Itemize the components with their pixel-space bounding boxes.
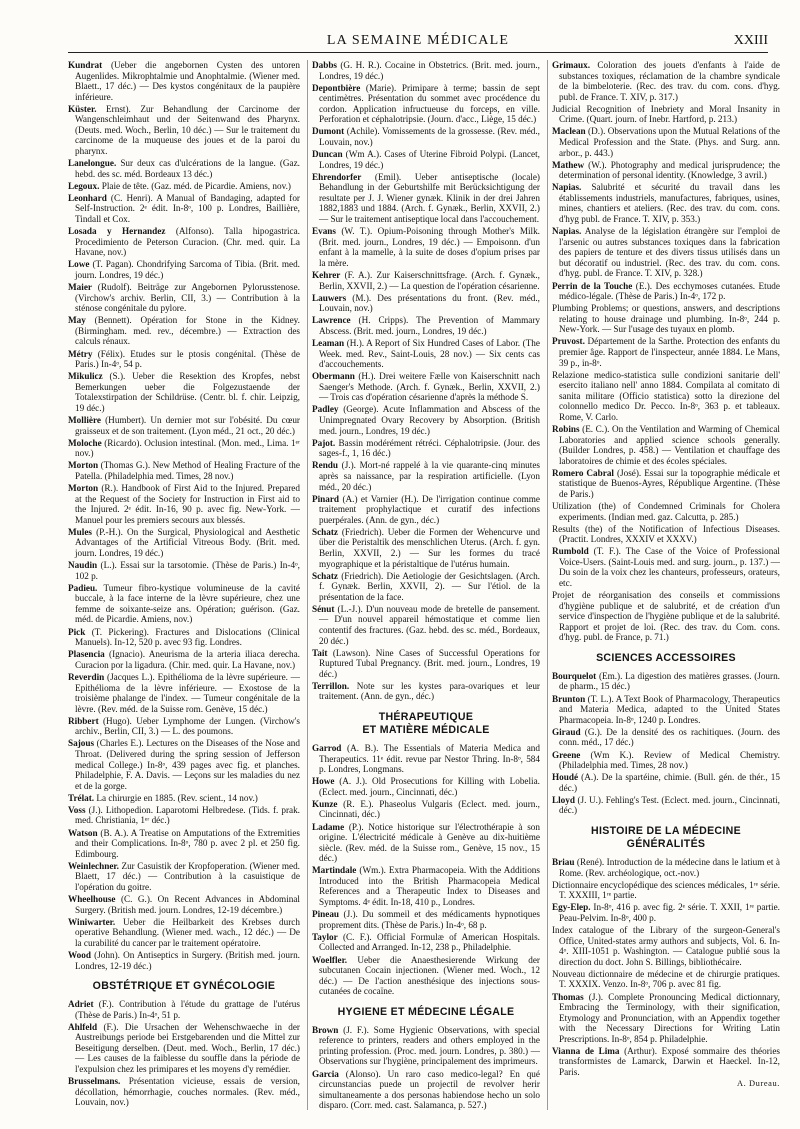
bibliography-entry xyxy=(68,371,300,413)
entry-author: Napias. xyxy=(551,226,582,237)
bibliography-entry xyxy=(552,160,780,181)
entry-text: Utilization (the) of Condemned Criminals for Cholera experiments. (Indian med. gaz. Calcutta, p. 285.) xyxy=(551,501,780,522)
entry-author: Mollière xyxy=(68,415,101,426)
page-title: LA SEMAINE MÉDICALE xyxy=(326,33,510,48)
entry-text: (H.). Drei weitere Fælle von Kaiserschnitt nach Saenger's Methode. (Arch. f. Gynæk., Berlin, XXVII, 2.) — Trois cas d'opération césarienne d'après la méthode S. xyxy=(318,371,540,403)
entry-text: (John). On Antiseptics in Surgery. (British med. journ. Londres, 12-19 déc.) xyxy=(75,949,300,971)
entry-text: (W.). Photography and medical jurisprudence; the determination of personal identity. (Knowledge, 3 avril.) xyxy=(558,159,780,181)
entry-text: (Achile). Vomissements de la grossesse. (Rev. méd., Louvain, nov.) xyxy=(318,126,540,148)
entry-text: Ernst). Zur Behandlung der Carcinome der Wangenschleimhaut und der Seitenwand des Pharynx. (Deuts. med. Woch., Berlin, 10 déc.) — Sur le traitement du carcinome de la muqueuse des joues et de la paroi du pharynx. xyxy=(75,103,300,156)
entry-text: (G. H. R.). Cocaine in Obstetrics. (Brit. med. journ., Londres, 19 déc.) xyxy=(318,60,540,81)
entry-text: (E.). Des ecchymoses cutanées. Etude médico-légale. (Thèse de Paris.) In-4ᵒ, 172 p. xyxy=(558,280,780,302)
entry-text: (F. A.). Zur Kaiserschnittsfrage. (Arch. f. Gynæk., Berlin, XXVII, 2.) — La question de l'opération césarienne. xyxy=(318,269,540,291)
bibliography-entry xyxy=(312,1069,540,1110)
entry-author: Lanelongue. xyxy=(68,158,117,169)
bibliography-entry xyxy=(68,917,300,949)
entry-author: Pick xyxy=(68,626,86,637)
entry-author: Morton xyxy=(68,483,99,494)
entry-text: (J. F.). Some Hygienic Observations, with special reference to printers, readers and others employed in the printing profession. (Proc. med. journ. Londres, p. 380.) — Observations sur l'hygiène, principalement des imprimeurs. xyxy=(318,1024,540,1067)
entry-author: Robins xyxy=(551,423,580,434)
entry-author: Leaman xyxy=(311,338,345,349)
entry-author: Schatz xyxy=(311,570,339,581)
entry-author: Maclean xyxy=(551,126,586,137)
entry-text: Département de la Sarthe. Protection des enfants du premier âge. Rapport de l'inspecteur, année 1884. Le Mans, 39 p., in-8ᵒ. xyxy=(558,336,780,368)
bibliography-entry xyxy=(552,336,780,368)
entry-text: Ueber die Anaesthesierende Wirkung der subcutanen Cocain injectionen. (Wiener med. Woch., 12 déc.) — De l'action anesthésique des injections sous-cutanées de cocaïne. xyxy=(318,954,540,997)
entry-author: Duncan xyxy=(311,149,343,160)
entry-text: La chirurgie en 1885. (Rev. scient., 14 nov.) xyxy=(94,792,258,803)
entry-author: Terrillon. xyxy=(311,680,350,691)
bibliography-entry xyxy=(552,60,780,102)
entry-text: (Félix). Etudes sur le ptosis congénital. (Thèse de Paris.) In-4ᵒ, 54 p. xyxy=(75,348,300,370)
entry-author: Grimaux. xyxy=(551,60,591,70)
entry-text: (Hugo). Ueber Lymphome der Lungen. (Virchow's archiv., Berlin, CII, 3.) — L. des poumons. xyxy=(75,715,300,737)
bibliography-entry xyxy=(68,672,300,714)
bibliography-entry xyxy=(552,1046,780,1078)
entry-author: Kundrat xyxy=(68,60,103,70)
bibliography-entry xyxy=(68,861,300,893)
entry-text: (D.). Observations upon the Mutual Relations of the Medical Profession and the State. (Phys. and Surg. ann. arbor., p. 443.) xyxy=(558,126,780,158)
bibliography-entry xyxy=(552,468,780,500)
bibliography-entry xyxy=(68,1022,300,1075)
bibliography-entry xyxy=(312,799,540,820)
entry-author: Trélat. xyxy=(68,792,95,803)
entry-author: Romero Cabral xyxy=(551,467,614,478)
bibliography-entry xyxy=(312,60,540,81)
bibliography-entry xyxy=(552,424,780,466)
entry-author: Giraud xyxy=(551,726,581,737)
bibliography-entry xyxy=(552,501,780,522)
bibliography-entry xyxy=(68,282,300,314)
entry-author: Dabbs xyxy=(311,60,338,70)
entry-author: Maier xyxy=(68,282,92,293)
entry-author: Sénut xyxy=(311,603,335,614)
entry-author: May xyxy=(68,315,86,326)
entry-author: Mules xyxy=(68,526,92,537)
bibliography-entry xyxy=(312,571,540,603)
bibliography-entry xyxy=(552,281,780,302)
entry-author: Pruvost. xyxy=(551,336,585,347)
bibliography-entry xyxy=(312,126,540,147)
entry-author: Legoux. xyxy=(68,180,100,191)
entry-text: (L.). Essai sur la tarsotomie. (Thèse de Paris.) In-4ᵒ, 102 p. xyxy=(75,560,300,581)
bibliography-entry xyxy=(68,226,300,258)
entry-author: Ladame xyxy=(311,821,345,832)
entry-text: (T. F.). The Case of the Voice of Professional Voice-Users. (Saint-Louis med. and surg. journ., p. 137.) — Du soin de la voix chez les chanteurs, professeurs, orateurs, etc. xyxy=(558,546,780,589)
entry-author: Brusselmans. xyxy=(68,1076,121,1087)
entry-text: Analyse de la législation étrangère sur l'emploi de l'arsenic ou autres substances toxiques dans la fabrication des papiers de tenture et des divers tissus utilisés dans un but décoratif ou industriel. (Rec. des trav. du com. cons. d'hyg. publ. de France. T. XIV, p. 328.) xyxy=(558,226,780,279)
bibliography-entry xyxy=(552,750,780,771)
entry-author: Kunze xyxy=(311,798,338,809)
page-number: XXIII xyxy=(733,33,768,48)
bibliography-entry xyxy=(552,969,780,990)
entry-text: (J.). Mort-né rappelé à la vie quarante-cinq minutes après sa naissance, par la respiration artificielle. (Lyon méd., 20 déc.) xyxy=(318,460,540,492)
entry-text: (S.). Ueber die Resektion des Kropfes, nebst Bemerkungen ueber die Folgezustaende der Totalexstirpation der Schildrüse. (Centr. bl. f. chir. Leipzig, 19 déc.) xyxy=(75,371,300,413)
entry-author: Lauwers xyxy=(311,292,347,303)
bibliography-entry xyxy=(312,404,540,436)
entry-text: Note sur les kystes para-ovariques et leur traitement. (Ann. de gyn., déc.) xyxy=(318,680,540,702)
entry-author: Leonhard xyxy=(68,192,107,203)
entry-text: (J. U.). Fehling's Test. (Eclect. med. journ., Cincinnati, déc.) xyxy=(558,794,780,816)
bibliography-entry xyxy=(552,795,780,816)
entry-author: Houdé xyxy=(551,772,579,783)
bibliography-entry xyxy=(552,104,780,125)
bibliography-entry xyxy=(68,181,300,192)
entry-text: (Wm K.). Review of Medical Chemistry. (Philadelphia med. Times, 28 nov.) xyxy=(558,749,780,771)
bibliography-entry xyxy=(68,560,300,581)
entry-author: Métry xyxy=(68,348,93,359)
bibliography-entry xyxy=(312,270,540,291)
entry-author: Padieu. xyxy=(68,582,98,593)
entry-text: Nouveau dictionnaire de médecine et de chirurgie pratiques. T. XXXIX. Venzo. In-8ᵒ, 706 p. avec 81 fig. xyxy=(551,968,780,990)
bibliography-entry xyxy=(552,880,780,901)
entry-author: Pineau xyxy=(311,909,340,920)
bibliography-entry xyxy=(68,649,300,670)
bibliography-entry xyxy=(68,805,300,826)
entry-text: Coloration des jouets d'enfants à l'aide de substances toxiques, réclamation de la chambre syndicale de la bimbeloterie. (Rec. des trav. du com. cons. d'hyg. publ. de France. T. XIV, p. 317.) xyxy=(558,60,780,102)
entry-text: (Humbert). Un dernier mot sur l'obésité. Du cœur graisseux et de son traitement. (Lyon méd., 21 oct., 20 déc.) xyxy=(75,415,300,436)
entry-author: Sajous xyxy=(68,738,95,749)
entry-text: (F.). Die Ursachen der Wehenschwaeche in der Austreibungs periode bei Erstgebarenden und die Mittel zur Beseitigung derselben. (Deut. med. Woch., Berlin, 17 déc.) — Les causes de la faiblesse du souffle dans la période de l'expulsion chez les primipares et les moyens d'y remédier. xyxy=(75,1021,300,1074)
entry-text: (H. Cripps). The Prevention of Mammary Abscess. (Brit. med. journ., Londres, 19 déc.) xyxy=(318,315,540,336)
entry-author: Pinard xyxy=(311,493,340,504)
bibliography-entry xyxy=(68,349,300,370)
entry-text: Projet de réorganisation des conseils et commissions d'hygiène publique et de salubrité, et de création d'un service d'inspection de l'hygiène publique et de la salubrité. Rapport et projet de loi. (Rec. des trav. du Com. cons. d'hyg. publ. de France, p. 71.) xyxy=(551,590,780,643)
page-header xyxy=(68,30,768,53)
entry-text: (A. B.). The Essentials of Materia Medica and Therapeutics. 11ᵉ édit. revue par Nestor Thring. In-8ᵒ, 584 p. Londres, Longmans. xyxy=(318,743,540,775)
bibliography-entry xyxy=(312,149,540,170)
entry-text: (C. Henri). A Manual of Bandaging, adapted for Self-Instruction. 2ᵉ édit. In-8ᵒ, 100 p. Londres, Baillière, Tindall et Cox. xyxy=(75,192,300,225)
bibliography-entry xyxy=(552,992,780,1045)
entry-text: (P.). Notice historique sur l'électrothérapie à son origine. L'électricité médicale à Genève au dix-huitième siècle. (Rev. méd. de la Suisse rom., Genève, 15 nov., 15 déc.) xyxy=(318,821,540,864)
bibliography-entry xyxy=(312,865,540,907)
bibliography-columns xyxy=(68,60,780,1110)
entry-author: Briau xyxy=(551,856,575,867)
entry-author: Losada y Hernandez xyxy=(68,226,166,237)
entry-text: Judicial Recognition of Inebriety and Moral Insanity in Crime. (Quart. journ. of Inebr. Hartford, p. 213.) xyxy=(551,103,780,125)
bibliography-entry xyxy=(312,822,540,864)
entry-text: (J.). Complete Pronouncing Medical dictionnary, Embracing the Terminology, with their signification, Etymology and Pronunciation, with an Appendix together with the Necessary Directions for Writing Latin Prescriptions. In-8ᵒ, 854 p. Philadelphie. xyxy=(558,991,780,1044)
entry-author: Evans xyxy=(311,226,336,237)
bibliography-entry xyxy=(312,681,540,702)
entry-text: (Ricardo). Oclusion intestinal. (Mon. med., Lima. 1ᵉʳ nov.) xyxy=(75,437,300,459)
entry-author: Padley xyxy=(311,404,339,415)
bibliography-entry xyxy=(312,315,540,336)
section-heading: OBSTÉTRIQUE ET GYNÉCOLOGIE xyxy=(92,980,276,993)
bibliography-entry xyxy=(552,303,780,335)
entry-text: (René). Introduction de la médecine dans le latium et à Rome. (Rev. archéologique, oct.-nov.) xyxy=(558,856,780,878)
bibliography-entry xyxy=(552,727,780,748)
bibliography-entry xyxy=(312,371,540,403)
entry-author: Rendu xyxy=(311,460,339,471)
bibliography-entry xyxy=(68,415,300,436)
entry-author: Ahlfeld xyxy=(68,1021,98,1032)
bibliography-entry xyxy=(312,293,540,314)
entry-text: (G.). De la densité des os rachitiques. (Journ. des conn. méd., 17 déc.) xyxy=(558,726,780,748)
entry-author: Pajot. xyxy=(311,437,336,448)
entry-author: Vianna de Lima xyxy=(551,1045,620,1056)
entry-author: Brown xyxy=(311,1024,339,1035)
bibliography-entry xyxy=(312,83,540,125)
bibliography-entry xyxy=(68,716,300,737)
entry-author: Greene xyxy=(551,749,581,760)
bibliography-entry xyxy=(552,925,780,967)
entry-text: (Marie). Primipare à terme; bassin de sept centimètres. Présentation du sommet avec procédence du cordon. Application infructueuse du forceps, en ville. Perforation et céphalotripsie. (Journ. d'acc., Liège, 15 déc.) xyxy=(318,82,540,125)
bibliography-entry xyxy=(312,1025,540,1067)
bibliography-entry xyxy=(68,193,300,225)
bibliography-entry xyxy=(68,999,300,1020)
section-heading: SCIENCES ACCESSOIRES xyxy=(596,651,736,664)
entry-author: Morton xyxy=(68,460,99,471)
bibliography-entry xyxy=(68,460,300,481)
bibliography-entry xyxy=(68,60,300,102)
entry-author: Kehrer xyxy=(311,269,341,280)
bibliography-entry xyxy=(552,126,780,158)
entry-author: Mathew xyxy=(551,159,585,170)
bibliography-entry xyxy=(68,483,300,525)
bibliography-entry xyxy=(312,648,540,680)
entry-text: (B. A.). A Treatise on Amputations of the Extremities and their Complications. In-8ᵒ, 780 p. avec 2 pl. et 250 fig. Edimbourg. xyxy=(75,827,300,859)
entry-text: (Arthur). Exposé sommaire des théories transformistes de Lamarck, Darwin et Haeckel. In-12, Paris. xyxy=(558,1045,780,1077)
bibliography-entry xyxy=(312,226,540,268)
bibliography-entry xyxy=(312,909,540,930)
entry-author: Bourquelot xyxy=(551,670,597,681)
bibliography-entry xyxy=(68,793,300,804)
entry-text: (P.-H.). On the Surgical, Physiological and Aesthetic Advantages of the Artificial Vitreous Body. (Brit. med. journ. Londres, 19 déc.) xyxy=(75,526,300,558)
entry-text: (W. T.). Opium-Poisoning through Mother's Milk. (Brit. med. journ., Londres, 19 déc.) — Empoisonn. d'un enfant à la mamelle, à la suite de doses d'opium prises par la mère. xyxy=(318,226,540,268)
bibliography-entry xyxy=(552,772,780,793)
entry-text: Salubrité et sécurité du travail dans les établissements industriels, manufactures, fabriques, usines, mines, chantiers et ateliers. (Rec. des trav. du com. cons. d'hyg publ. de France. T. XIV, p. 353.) xyxy=(558,182,780,225)
bibliography-entry xyxy=(312,955,540,997)
column-left xyxy=(68,60,300,1110)
entry-author: Watson xyxy=(68,827,98,838)
bibliography-entry xyxy=(312,438,540,459)
entry-author: Rumbold xyxy=(551,546,589,557)
entry-text: Tumeur fibro-kystique volumineuse de la cavité buccale, à la face interne de la lèvre supérieure, chez une femme de soixante-seize ans. Opération; guérison. (Gaz. méd. de Picardie. Amiens, nov.) xyxy=(75,582,300,625)
column-right xyxy=(547,60,780,1110)
entry-author: Adriet xyxy=(68,999,94,1010)
entry-text: (J.). Lithopedion. Laparotomi Helbredese. (Tids. f. prak. med. Christiania, 1ᵉʳ déc.) xyxy=(75,804,300,826)
entry-author: Plasencia xyxy=(68,649,105,660)
entry-author: Lawrence xyxy=(311,315,351,326)
entry-text: (A.) et Varnier (H.). De l'irrigation continue comme traitement prophylactique et curatif des infections puerpérales. (Ann. de gyn., déc.) xyxy=(318,493,540,525)
entry-text: Ueber die Heilbarkeit des Krebses durch operative Behandlung. (Wiener med. wach., 12 déc.) — De la curabilité du cancer par le traitement opératoire. xyxy=(75,916,300,948)
entry-text: (A. J.). Old Prosecutions for Killing with Lobelia. (Eclect. med. journ., Cincinnati, déc.) xyxy=(318,776,540,797)
entry-author: Obermann xyxy=(311,371,355,382)
entry-author: Depontbière xyxy=(311,82,361,93)
entry-text: (F.). Contribution à l'étude du grattage de l'utérus (Thèse de Paris.) In-4ᵒ, 51 p. xyxy=(75,999,300,1020)
entry-text: (Em.). La digestion des matières grasses. (Journ. de pharm., 15 déc.) xyxy=(558,670,780,692)
entry-author: Perrin de la Touche xyxy=(551,280,633,291)
entry-author: Küster. xyxy=(68,103,97,114)
bibliography-entry xyxy=(68,104,300,157)
section-heading: HISTOIRE DE LA MÉDECINE GÉNÉRALITÉS xyxy=(591,824,741,850)
entry-text: Relazione medico-statistica sulle condizioni sanitarie dell' esercito italiano nell' anno 1884. Compilata al comitato di sanita militare (Officio statistica) sotto la direzione del colonnello medico Dr. Pecco. In-8ᵒ, 363 p. et tableaux. Rome, V. Carlo. xyxy=(551,369,780,422)
bibliography-entry xyxy=(312,494,540,526)
entry-text: (Wm A.). Cases of Uterine Fibroid Polypi. (Lancet, Londres, 19 déc.) xyxy=(318,149,540,170)
entry-author: Moloche xyxy=(68,437,102,448)
bibliography-entry xyxy=(552,524,780,545)
entry-text: Zur Casuistik der Kropfoperation. (Wiener med. Blaett, 17 déc.) — Contribution à la casuistique de l'opération du goitre. xyxy=(75,860,300,892)
bibliography-entry xyxy=(552,590,780,643)
entry-text: (Charles E.). Lectures on the Diseases of the Nose and Throat. (Delivered during the spring session of Jefferson medical College.) In-8ᵒ, 439 pages avec fig. et planches. Philadelphie, F. A. Davis. — Leçons sur les maladies du nez et de la gorge. xyxy=(75,738,300,791)
entry-author: Lowe xyxy=(68,259,90,270)
bibliography-entry xyxy=(552,857,780,878)
entry-author: Brunton xyxy=(551,693,586,704)
entry-author: Naudin xyxy=(68,560,98,571)
bibliography-entry xyxy=(68,828,300,860)
entry-text: (José). Essai sur la topographie médicale et statistique de Buenos-Ayres, République Argentine. (Thèse de Paris.) xyxy=(558,467,780,499)
entry-text: In-8ᵒ, 416 p. avec fig. 2ᵉ série. T. XXII, 1ʳᵉ partie. Peau-Pelvim. In-8ᵒ, 400 p. xyxy=(558,902,780,923)
entry-text: (Alonso). Un raro caso medico-legal? En qué circunstancias puede un projectil de revolver herir simultaneamente a dos personas habiendose hecho un solo disparo. (Corr. med. cast. Salamanca, p. 527.) xyxy=(318,1068,540,1110)
bibliography-entry xyxy=(312,172,540,225)
entry-author: Voss xyxy=(68,804,86,815)
entry-text: (Emil). Ueber antiseptische (locale) Behandlung in der Geburtshilfe mit Berücksichtigung der resultate per J. J. Wiener gynæk. Klinik in der drei Jahren 1882,1883 und 1884. (Arch. f. Gynæk., Berlin, XXVII, 2.) — Sur le traitement antiseptique local dans l'accouchement. xyxy=(318,171,540,225)
entry-text: (Lawson). Nine Cases of Successful Operations for Ruptured Tubal Pregnancy. (Brit. med. journ., Londres, 19 déc.) xyxy=(318,647,540,679)
entry-author: Tait xyxy=(311,647,328,658)
entry-text: (George). Acute Inflammation and Abscess of the Unimpregnated Ovary Recovery by Absorption. (British med. journ., Londres, 19 déc.) xyxy=(318,404,540,436)
entry-author: Garrod xyxy=(311,743,342,753)
entry-text: (Alfonso). Talla hipogastrica. Procedimiento de Peterson Curacion. (Chr. med. quir. La Havane, nov.) xyxy=(75,226,300,258)
bibliography-entry xyxy=(552,694,780,726)
bibliography-entry xyxy=(552,370,780,423)
entry-text: (R.). Handbook of First Aid to the Injured. Prepared at the Request of the Society for Instruction in First aid to the Injured. 2ᵉ édit. In-16, 90 p. avec fig. New-York. — Manuel pour les premiers secours aux blessés. xyxy=(75,483,300,525)
entry-author: Taylor xyxy=(311,931,338,942)
bibliography-entry xyxy=(68,583,300,625)
bibliography-entry xyxy=(68,1076,300,1108)
bibliography-entry xyxy=(68,950,300,971)
entry-author: Ribbert xyxy=(68,715,99,726)
entry-text: (R. E.). Phaseolus Vulgaris (Eclect. med. journ., Cincinnati, déc.) xyxy=(318,798,540,820)
bibliography-entry xyxy=(552,182,780,224)
bibliography-entry xyxy=(68,158,300,179)
entry-text: (A.). De la spartéine, chimie. (Bull. gén. de thér., 15 déc.) xyxy=(558,772,780,793)
entry-author: Napias. xyxy=(551,182,582,193)
column-middle xyxy=(307,60,540,1110)
entry-text: (T. L.). A Text Book of Pharmacology, Therapeutics and Materia Medica, adapted to the United States Pharmacopeia. In-8ᵒ, 1240 p. Londres. xyxy=(558,693,780,725)
entry-author: Wheelhouse xyxy=(68,894,116,905)
entry-text: Présentation vicieuse, essais de version, décollation, hémorrhagie, couches normales. (Rev. méd., Louvain, nov.) xyxy=(75,1076,300,1108)
bibliography-entry xyxy=(312,776,540,797)
bibliography-entry xyxy=(68,627,300,648)
entry-text: (L.-J.). D'un nouveau mode de bretelle de pansement. — D'un nouvel appareil hémostatique et comme lien contentif des fractures. (Gaz. hebd. des sc. méd., Bordeaux, 20 déc.) xyxy=(318,603,540,646)
entry-text: (Rudolf). Beiträge zur Angebornen Pylorusstenose. (Virchow's archiv. Berlin, CII, 3.) — Contribution à la sténose congénitale du pylore. xyxy=(75,282,300,314)
entry-text: (H.). A Report of Six Hundred Cases of Labor. (The Week. med. Rev., Saint-Louis, 28 nov.) — Six cents cas d'accouchements. xyxy=(318,338,540,370)
bibliography-entry xyxy=(552,546,780,588)
bibliography-entry xyxy=(68,894,300,915)
entry-text: (Wm.). Extra Pharmacopeia. With the Additions Introduced into the British Pharmacopeia Medical References and a Therapeutic Index to Diseases and Symptoms. 4ᵉ édit. In-18, 410 p., Londres. xyxy=(318,865,540,908)
bibliography-entry xyxy=(68,259,300,280)
entry-text: (Friedrich). Ueber die Formen der Wehencurve und über die Peristaltik des menschlichen Uterus. (Arch. f. gyn. Berlin, XXVII, 2.) — Sur les formes du tracé myographique et la péristaltique de l'utérus humain. xyxy=(318,526,540,569)
entry-text: (C. G.). On Recent Advances in Abdominal Surgery. (British med. journ. Londres, 12-19 décembre.) xyxy=(75,894,300,915)
bibliography-entry xyxy=(552,226,780,279)
bibliography-entry xyxy=(552,671,780,692)
entry-text: Index catalogue of the Library of the surgeon-General's Office, United-states army authors and subjects, Vol. 6. In-4ᵒ. XIII-1051 p. Washington. — Catalogue publié sous la direction du doct. John S. Billings, bibliothécaire. xyxy=(551,925,780,967)
entry-text: (M.). Des présentations du front. (Rev. méd., Louvain, nov.) xyxy=(318,292,540,314)
entry-author: Dumont xyxy=(311,126,345,137)
entry-text: (T. Pickering). Fractures and Dislocations (Clinical Manuels). In-12, 520 p. avec 93 fig. Londres. xyxy=(75,626,300,648)
entry-author: Schatz xyxy=(311,526,339,537)
entry-text: Results (the) of the Notification of Infectious Diseases. (Practit. Londres, XXXIV et XXXV.) xyxy=(551,523,780,545)
entry-text: Bassin modérément rétréci. Céphalotripsie. (Jour. des sages-f., 1, 16 déc.) xyxy=(318,437,540,459)
bibliography-entry xyxy=(552,902,780,923)
entry-author: Thomas xyxy=(551,991,584,1002)
entry-author: Garcia xyxy=(311,1068,339,1079)
entry-author: Winiwarter. xyxy=(68,916,116,927)
entry-text: Dictionnaire encyclopédique des sciences médicales, 1ʳᵉ série. T. XXXIII, 1ʳᵉ partie. xyxy=(551,879,780,901)
entry-text: Sur deux cas d'ulcérations de la langue. (Gaz. hebd. des sc. méd. Bordeaux 13 déc.) xyxy=(75,158,300,179)
entry-text: (Jacques L.). Epithélioma de la lèvre supérieure. — Epithélioma de la lèvre inférieure. — Exostose de la troisième phalange de l'index. — Tumeur congénitale de la lèvre. (Rev. méd. de la Suisse rom. Genève, 15 déc.) xyxy=(75,671,300,714)
entry-author: Woelfler. xyxy=(311,954,348,965)
entry-text: (J.). Du sommeil et des médicaments hypnotiques proprement dits. (Thèse de Paris.) In-4ᵒ, 68 p. xyxy=(318,909,540,930)
bibliography-entry xyxy=(68,438,300,459)
bibliography-entry xyxy=(312,527,540,569)
bibliography-entry xyxy=(312,338,540,370)
entry-text: (Ignacio). Aneurisma de la arteria iliaca derecha. Curacion por la ligadura. (Chir. med. quir. La Havane, nov.) xyxy=(75,649,300,670)
bibliography-entry xyxy=(312,932,540,953)
section-heading: HYGIENE ET MÉDECINE LÉGALE xyxy=(337,1005,515,1018)
entry-text: (Thomas G.). New Method of Healing Fracture of the Patella. (Philadelphia med. Times, 28 nov.) xyxy=(75,460,300,481)
entry-text: (T. Pagan). Chondrifying Sarcoma of Tibia. (Brit. med. journ. Londres, 19 déc.) xyxy=(75,259,300,280)
bibliography-entry xyxy=(68,738,300,791)
entry-text: (C. F.). Official Formulæ of American Hospitals. Collected and Arranged. In-12, 238 p., Philadelphie. xyxy=(318,931,540,953)
bibliography-entry xyxy=(312,460,540,492)
entry-text: (Ueber die angebornen Cysten des untoren Augenlides. Mikrophtalmie und Anophtalmie. (Wiener med. Blaett., 17 déc.) — Des kystos congénitaux de la paupière inférieure. xyxy=(75,60,300,102)
bibliography-entry xyxy=(312,743,540,775)
bibliography-entry xyxy=(68,527,300,559)
entry-author: Reverdin xyxy=(68,671,105,682)
entry-author: Ehrendorfer xyxy=(311,171,362,182)
entry-text: (E. C.). On the Ventilation and Warming of Chemical Laboratories and applied science schools generally. (Builder Londres, p. 458.) — Ventilation et chauffage des laboratoires de chimie et des écoles spéciales. xyxy=(558,423,780,466)
entry-author: Martindale xyxy=(311,865,357,876)
entry-text: Plumbing Problems; or questions, answers, and descriptions relating to house drainage und plumbing. In-8ᵒ, 244 p. New-York. — Sur l'usage des tuyaux en plomb. xyxy=(551,303,780,335)
entry-author: Weinlechner. xyxy=(68,860,119,871)
entry-author: Howe xyxy=(311,776,335,787)
author-signature: A. Dureau. xyxy=(737,1079,780,1089)
bibliography-entry xyxy=(68,315,300,347)
entry-author: Lloyd xyxy=(551,794,575,805)
section-heading: THÉRAPEUTIQUE ET MATIÈRE MÉDICALE xyxy=(362,711,490,736)
entry-author: Wood xyxy=(68,949,91,960)
entry-author: Egy-Elep. xyxy=(551,902,591,913)
bibliography-entry xyxy=(312,604,540,646)
entry-text: Plaie de tête. (Gaz. méd. de Picardie. Amiens, nov.) xyxy=(99,180,291,191)
entry-text: (Bennett). Opération for Stone in the Kidney. (Birmingham. med. rev., décembre.) — Extraction des calculs rénaux. xyxy=(75,315,300,347)
entry-text: (Friedrich). Die Aetiologie der Gesichtslagen. (Arch. f. Gynæk. Berlin, XXVII, 2). — Sur l'étiol. de la présentation de la face. xyxy=(318,570,540,602)
entry-author: Mikulicz xyxy=(68,371,103,382)
